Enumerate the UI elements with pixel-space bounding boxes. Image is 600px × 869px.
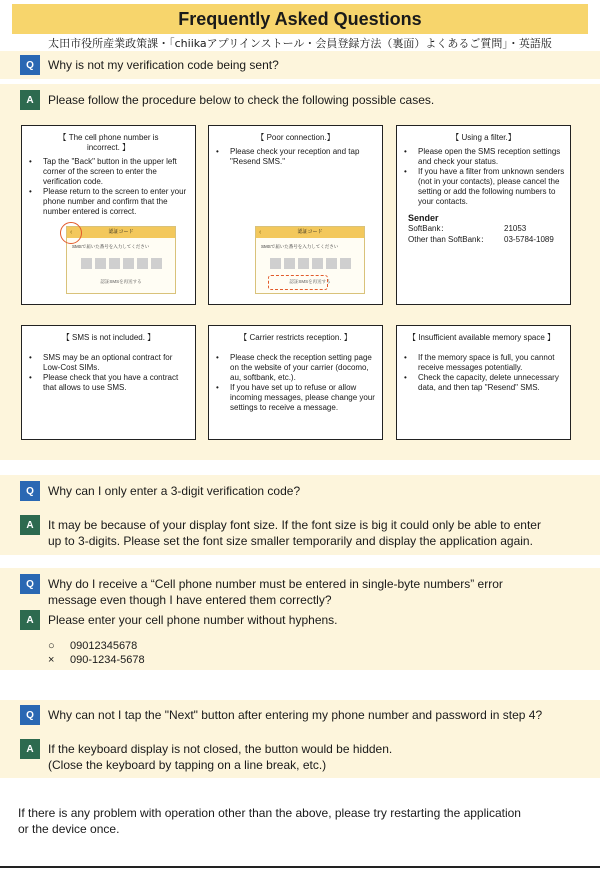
faq2-answer <box>48 517 593 549</box>
answer-badge-1: A <box>20 90 40 110</box>
code-input-cells <box>67 252 175 269</box>
highlight-circle-icon <box>60 222 82 244</box>
sender-label: Other than SoftBank： <box>408 235 489 244</box>
phone-mock-resend-sms <box>255 226 365 294</box>
case-box-incorrect-number <box>21 125 196 305</box>
case-bullet: • SMS may be an optional contract for Low-Cost SIMs. <box>27 353 190 373</box>
correct-mark-icon: ○ <box>48 640 55 652</box>
title-bar <box>12 4 588 34</box>
sender-number: 21053 <box>504 224 527 233</box>
case-bullet: • Tap the "Back" button in the upper left corner of the screen to enter the verification code. <box>27 157 190 187</box>
question-badge-1: Q <box>20 55 40 75</box>
case-bullet: • If you have set up to refuse or allow incoming messages, please change your settings to receive a message. <box>214 383 377 413</box>
case-bullets <box>27 157 190 217</box>
phone-mock-title: 認証コード <box>108 229 134 235</box>
case-heading: 【 SMS is not included. 】 <box>61 333 156 342</box>
page-title: Frequently Asked Questions <box>178 8 422 29</box>
code-cell <box>284 258 295 269</box>
faq1-answer: Please follow the procedure below to check the following possible cases. <box>48 93 435 107</box>
phone-mock-resend: 認証SMSを再送する <box>289 279 331 284</box>
back-arrow-icon: ‹ <box>259 229 262 236</box>
case-bullets <box>402 147 565 207</box>
example-correct <box>48 639 145 653</box>
question-badge-3: Q <box>20 574 40 594</box>
case-bullet: • If the memory space is full, you cannot receive messages potentially. <box>402 353 565 373</box>
example-number: 09012345678 <box>70 640 138 652</box>
question-badge-2: Q <box>20 481 40 501</box>
case-box-using-filter <box>396 125 571 305</box>
case-bullets <box>27 353 190 393</box>
phone-mock-message: SMSで届いた番号を入力してください <box>261 244 339 249</box>
sender-label: SoftBank： <box>408 224 449 233</box>
code-cell <box>137 258 148 269</box>
sender-row <box>408 234 565 245</box>
answer-line: up to 3-digits. Please set the font size smaller temporarily and display the application again. <box>48 534 533 548</box>
footer-note <box>18 805 578 837</box>
case-bullets <box>402 353 565 393</box>
case-bullet: • Please check the reception setting page on the website of your carrier (docomo, au, softbank, etc.). <box>214 353 377 383</box>
case-bullet: • Please return to the screen to enter your phone number and confirm that the number entered is correct. <box>27 187 190 217</box>
case-bullets <box>214 353 377 413</box>
phone-mock-message: SMSで届いた番号を入力してください <box>72 244 150 249</box>
case-box-sms-not-included <box>21 325 196 440</box>
example-number: 090-1234-5678 <box>70 654 145 666</box>
case-bullet: • Please check that you have a contract that allows to use SMS. <box>27 373 190 393</box>
case-heading: 【 Carrier restricts reception. 】 <box>239 333 352 342</box>
case-bullet: • Please check your reception and tap "Resend SMS." <box>214 147 377 167</box>
answer-badge-4: A <box>20 739 40 759</box>
incorrect-mark-icon: × <box>48 654 55 666</box>
case-heading: 【 The cell phone number is incorrect. 】 <box>58 133 159 152</box>
faq3-question <box>48 576 593 608</box>
phone-mock-header <box>67 227 175 238</box>
answer-line: It may be because of your display font size. If the font size is big it could only be able to enter <box>48 518 541 532</box>
sender-row <box>408 223 565 234</box>
highlight-dashed-box <box>268 275 328 290</box>
answer-badge-2: A <box>20 515 40 535</box>
answer-badge-3: A <box>20 610 40 630</box>
code-cell <box>312 258 323 269</box>
code-cell <box>326 258 337 269</box>
footer-line: If there is any problem with operation other than the above, please try restarting the application <box>18 806 521 820</box>
page-subtitle: 太田市役所産業政策課・「chiikaアプリインストール・会員登録方法（裏面）よくあるご質問」・英語版 <box>48 37 552 50</box>
question-line: Why do I receive a “Cell phone number must be entered in single-byte numbers” error <box>48 577 503 591</box>
code-cell <box>95 258 106 269</box>
example-incorrect <box>48 653 145 667</box>
case-box-poor-connection <box>208 125 383 305</box>
case-bullet: • Check the capacity, delete unnecessary data, and then tap "Resend" SMS. <box>402 373 565 393</box>
code-cell <box>298 258 309 269</box>
answer-line: (Close the keyboard by tapping on a line break, etc.) <box>48 758 327 772</box>
code-cell <box>151 258 162 269</box>
back-arrow-icon: ‹ <box>70 229 73 236</box>
code-cell <box>270 258 281 269</box>
case-bullet: • If you have a filter from unknown senders (not in your contacts), please cancel the setting or add the following numbers to your contacts. <box>402 167 565 207</box>
faq3-answer: Please enter your cell phone number without hyphens. <box>48 613 338 627</box>
bottom-divider <box>0 866 600 868</box>
sender-info <box>402 213 565 245</box>
code-cell <box>81 258 92 269</box>
case-bullets <box>214 147 377 167</box>
code-input-cells <box>256 252 364 269</box>
case-heading: 【 Using a filter.】 <box>451 133 516 142</box>
phone-mock-back-button <box>66 226 176 294</box>
faq4-question: Why can not I tap the "Next" button after entering my phone number and password in step 4? <box>48 708 543 722</box>
phone-mock-header <box>256 227 364 238</box>
code-cell <box>340 258 351 269</box>
code-cell <box>109 258 120 269</box>
case-bullet: • Please open the SMS reception settings and check your status. <box>402 147 565 167</box>
faq4-answer <box>48 741 588 773</box>
phone-mock-title: 認証コード <box>297 229 323 235</box>
question-line: message even though I have entered them correctly? <box>48 593 332 607</box>
case-heading: 【 Insufficient available memory space 】 <box>408 333 556 342</box>
phone-mock-resend: 認証SMSを再送する <box>100 279 142 284</box>
sender-number: 03-5784-1089 <box>504 235 554 244</box>
faq1-question: Why is not my verification code being sent? <box>48 58 279 72</box>
code-cell <box>123 258 134 269</box>
case-heading: 【 Poor connection.】 <box>256 133 335 142</box>
sender-title: Sender <box>408 213 439 223</box>
faq2-question: Why can I only enter a 3-digit verification code? <box>48 484 301 498</box>
footer-line: or the device once. <box>18 822 120 836</box>
case-box-insufficient-memory <box>396 325 571 440</box>
answer-line: If the keyboard display is not closed, the button would be hidden. <box>48 742 393 756</box>
case-box-carrier-restricts <box>208 325 383 440</box>
phone-number-examples <box>48 639 145 667</box>
question-badge-4: Q <box>20 705 40 725</box>
